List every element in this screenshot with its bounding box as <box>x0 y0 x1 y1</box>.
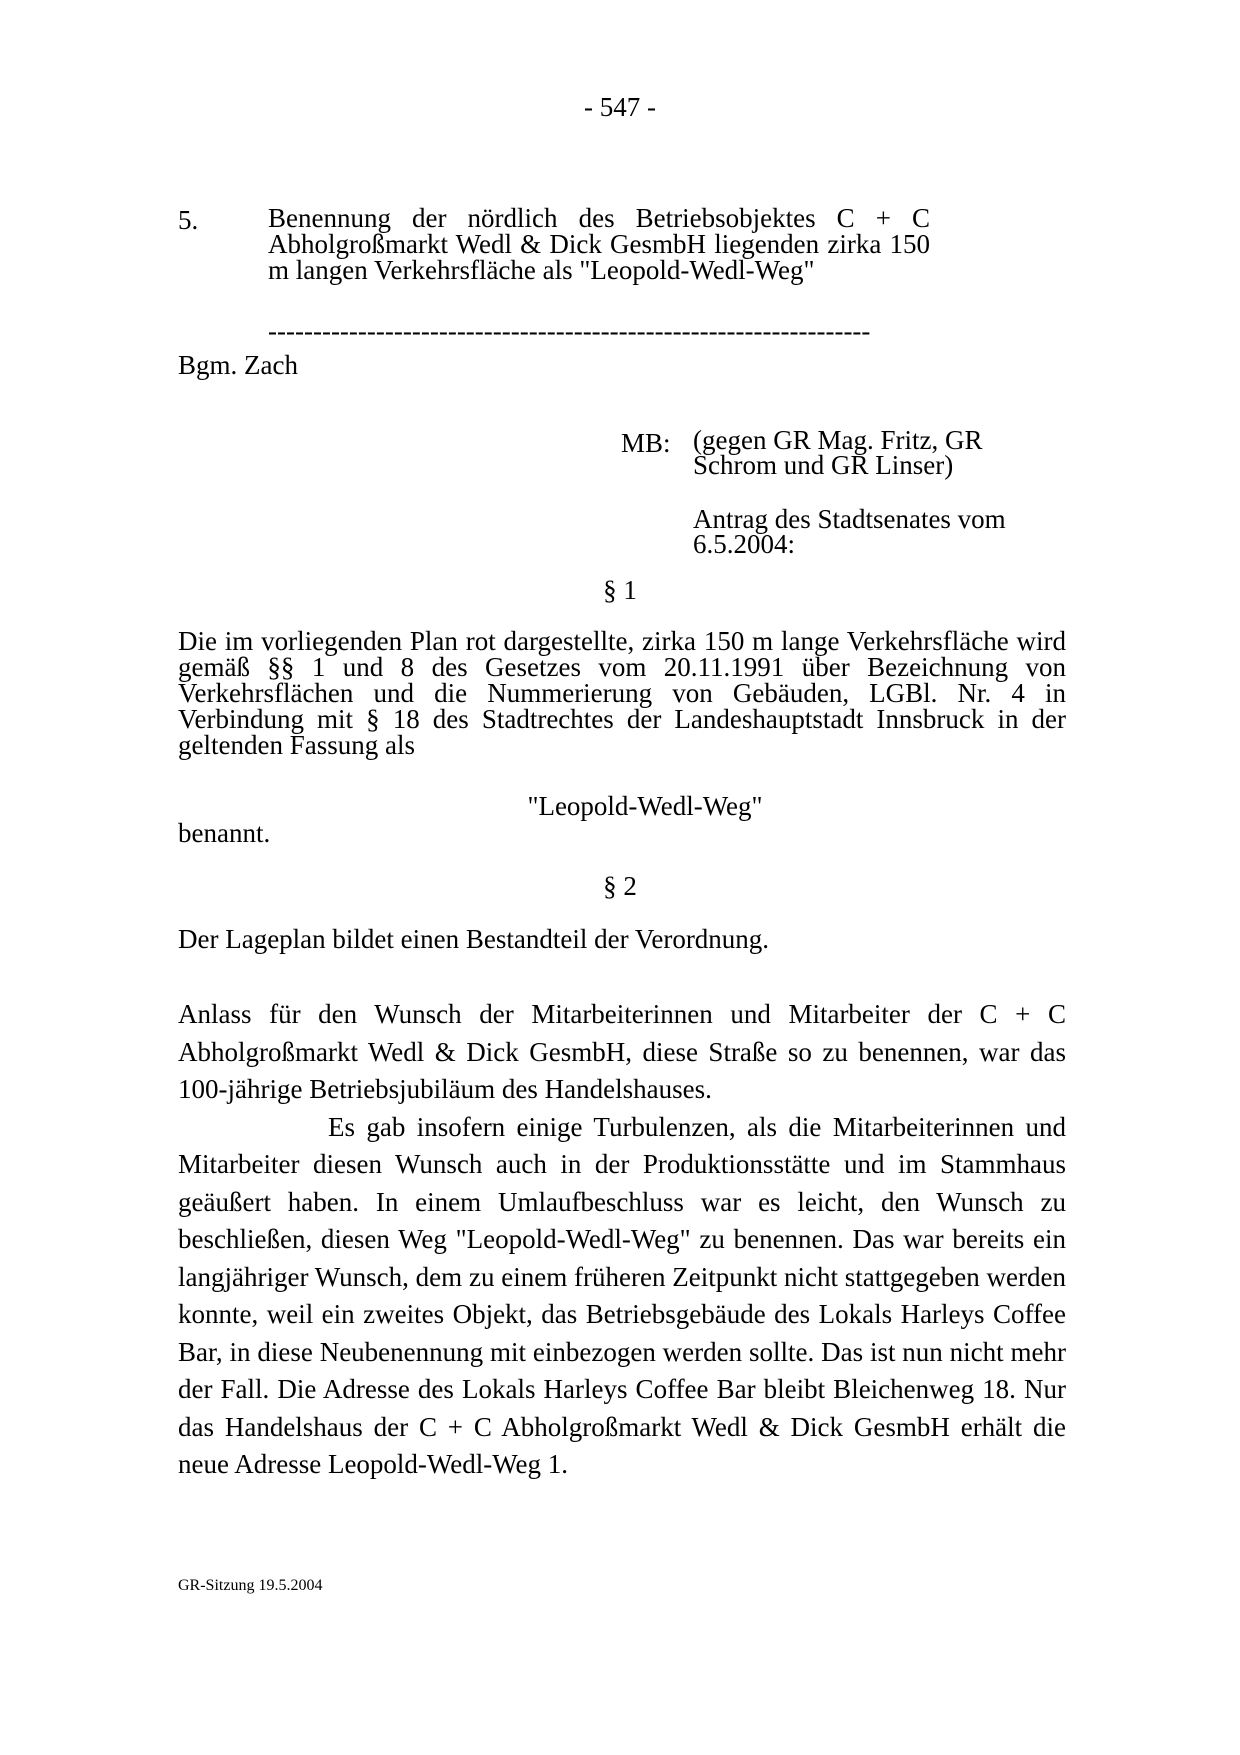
section-1-heading: § 1 <box>603 575 637 605</box>
motion-reference: Antrag des Stadtsenates vom 6.5.2004: <box>693 504 1006 559</box>
speech-paragraph: Anlass für den Wunsch der Mitarbeiterinnen und Mitarbeiter der C + C Abholgroßmarkt Wedl & Dick GesmbH, diese Straße so zu benennen, war das 100-jährige Betriebsjubiläum des Handelshauses. <box>178 999 1066 1104</box>
agenda-item-title: Benennung der nördlich des Betriebsobjektes C + C Abholgroßmarkt Wedl & Dick GesmbH liegenden zirka 150 m langen Verkehrsfläche als "Leopold-Wedl-Weg" <box>268 203 930 285</box>
page-footer: GR-Sitzung 19.5.2004 <box>178 1577 323 1594</box>
speaker-name: Bgm. Zach <box>178 350 298 380</box>
section-1-closing: benannt. <box>178 818 271 848</box>
speech-body <box>178 996 1066 1484</box>
section-2-text: Der Lageplan bildet einen Bestandteil der Verordnung. <box>178 924 770 954</box>
resolution-vote-note: (gegen GR Mag. Fritz, GR Schrom und GR Linser) <box>693 425 983 480</box>
street-name: "Leopold-Wedl-Weg" <box>527 791 763 821</box>
resolution-label: MB: <box>621 428 671 458</box>
separator-line: ------------------------------------------------------------------- <box>268 316 871 346</box>
agenda-item-number: 5. <box>178 205 199 235</box>
page-number: - 547 - <box>584 92 656 122</box>
speech-paragraph: Es gab insofern einige Turbulenzen, als die Mitarbeiterinnen und Mitarbeiter diesen Wunsch auch in der Produktionsstätte und im Stammhaus geäußert haben. In einem Umlaufbeschluss war es leicht, den Wunsch zu beschließen, diesen Weg "Leopold-Wedl-Weg" zu benennen. Das war bereits ein langjähriger Wunsch, dem zu einem früheren Zeitpunkt nicht stattgegeben werden konnte, weil ein zweites Objekt, das Betriebsgebäude des Lokals Harleys Coffee Bar, in diese Neubenennung mit einbezogen werden sollte. Das ist nun nicht mehr der Fall. Die Adresse des Lokals Harleys Coffee Bar bleibt Bleichenweg 18. Nur das Handelshaus der C + C Abholgroßmarkt Wedl & Dick GesmbH erhält die neue Adresse Leopold-Wedl-Weg 1. <box>178 1111 1066 1479</box>
section-1-text: Die im vorliegenden Plan rot dargestellte, zirka 150 m lange Verkehrsfläche wird gemäß §§ 1 und 8 des Gesetzes vom 20.11.1991 über Bezeichnung von Verkehrsflächen und die Nummerierung von Gebäuden, LGBl. Nr. 4 in Verbindung mit § 18 des Stadtrechtes der Landeshauptstadt Innsbruck in der geltenden Fassung als <box>178 626 1066 760</box>
section-2-heading: § 2 <box>603 871 637 901</box>
